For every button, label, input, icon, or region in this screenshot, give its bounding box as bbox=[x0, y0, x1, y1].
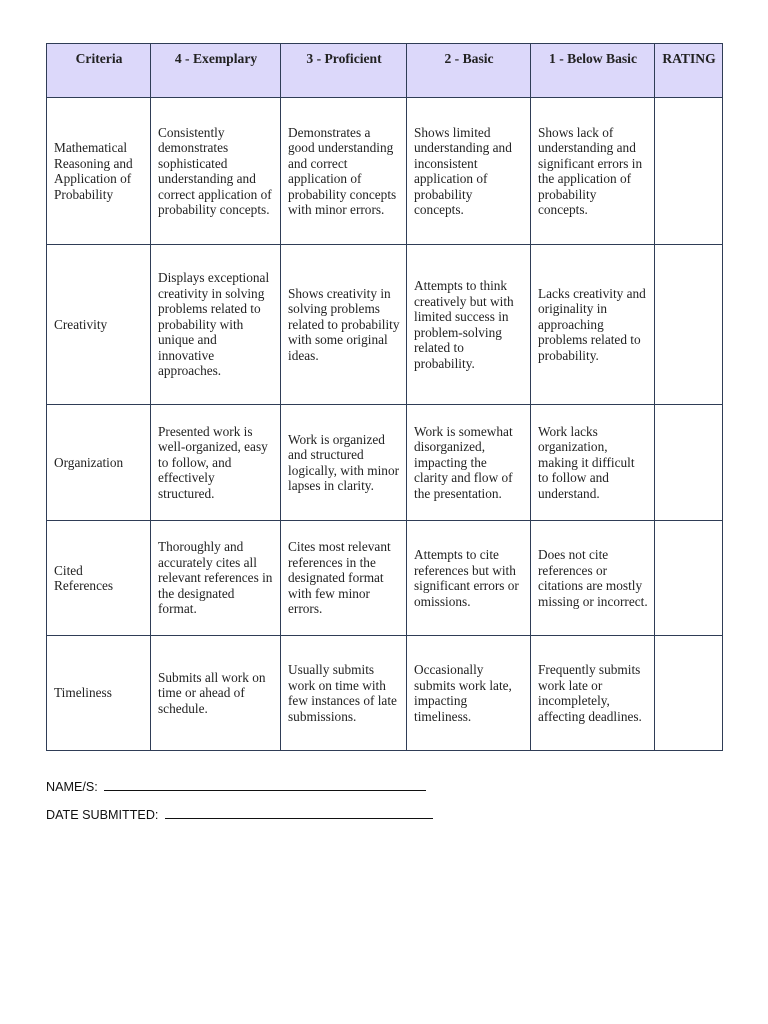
criteria-cell: Organization bbox=[47, 405, 151, 521]
proficient-cell: Usually submits work on time with few instances of late submissions. bbox=[281, 636, 407, 751]
table-row bbox=[47, 405, 723, 521]
below-basic-cell: Work lacks organization, making it difficult to follow and understand. bbox=[531, 405, 655, 521]
exemplary-cell: Submits all work on time or ahead of schedule. bbox=[151, 636, 281, 751]
exemplary-cell: Consistently demonstrates sophisticated understanding and correct application of probability concepts. bbox=[151, 98, 281, 245]
table-row bbox=[47, 636, 723, 751]
below-basic-cell: Frequently submits work late or incompletely, affecting deadlines. bbox=[531, 636, 655, 751]
below-basic-cell: Does not cite references or citations are mostly missing or incorrect. bbox=[531, 521, 655, 636]
rating-cell[interactable] bbox=[655, 636, 723, 751]
table-row bbox=[47, 245, 723, 405]
below-basic-cell: Shows lack of understanding and significant errors in the application of probability concepts. bbox=[531, 98, 655, 245]
date-submitted-label: DATE SUBMITTED: bbox=[46, 808, 159, 822]
criteria-cell: Timeliness bbox=[47, 636, 151, 751]
basic-cell: Shows limited understanding and inconsistent application of probability concepts. bbox=[407, 98, 531, 245]
header-criteria: Criteria bbox=[47, 44, 151, 98]
header-rating: RATING bbox=[655, 44, 723, 98]
basic-cell: Attempts to think creatively but with limited success in problem-solving related to probability. bbox=[407, 245, 531, 405]
proficient-cell: Demonstrates a good understanding and correct application of probability concepts with minor errors. bbox=[281, 98, 407, 245]
table-row bbox=[47, 98, 723, 245]
basic-cell: Attempts to cite references but with significant errors or omissions. bbox=[407, 521, 531, 636]
exemplary-cell: Thoroughly and accurately cites all relevant references in the designated format. bbox=[151, 521, 281, 636]
rating-cell[interactable] bbox=[655, 245, 723, 405]
rating-cell[interactable] bbox=[655, 98, 723, 245]
basic-cell: Work is somewhat disorganized, impacting the clarity and flow of the presentation. bbox=[407, 405, 531, 521]
basic-cell: Occasionally submits work late, impacting timeliness. bbox=[407, 636, 531, 751]
name-label: NAME/S: bbox=[46, 780, 98, 794]
table-row bbox=[47, 521, 723, 636]
date-submitted-field[interactable] bbox=[165, 807, 433, 819]
criteria-cell: Mathematical Reasoning and Application of Probability bbox=[47, 98, 151, 245]
below-basic-cell: Lacks creativity and originality in approaching problems related to probability. bbox=[531, 245, 655, 405]
header-exemplary: 4 - Exemplary bbox=[151, 44, 281, 98]
header-below-basic: 1 - Below Basic bbox=[531, 44, 655, 98]
header-basic: 2 - Basic bbox=[407, 44, 531, 98]
rating-cell[interactable] bbox=[655, 405, 723, 521]
criteria-cell: Cited References bbox=[47, 521, 151, 636]
name-field[interactable] bbox=[104, 779, 426, 791]
exemplary-cell: Presented work is well-organized, easy to follow, and effectively structured. bbox=[151, 405, 281, 521]
proficient-cell: Work is organized and structured logically, with minor lapses in clarity. bbox=[281, 405, 407, 521]
header-proficient: 3 - Proficient bbox=[281, 44, 407, 98]
name-field-row bbox=[46, 779, 426, 794]
criteria-cell: Creativity bbox=[47, 245, 151, 405]
rubric-table bbox=[46, 43, 723, 751]
date-field-row bbox=[46, 807, 433, 822]
table-header-row bbox=[47, 44, 723, 98]
proficient-cell: Cites most relevant references in the designated format with few minor errors. bbox=[281, 521, 407, 636]
proficient-cell: Shows creativity in solving problems related to probability with some original ideas. bbox=[281, 245, 407, 405]
rating-cell[interactable] bbox=[655, 521, 723, 636]
exemplary-cell: Displays exceptional creativity in solving problems related to probability with unique and innovative approaches. bbox=[151, 245, 281, 405]
